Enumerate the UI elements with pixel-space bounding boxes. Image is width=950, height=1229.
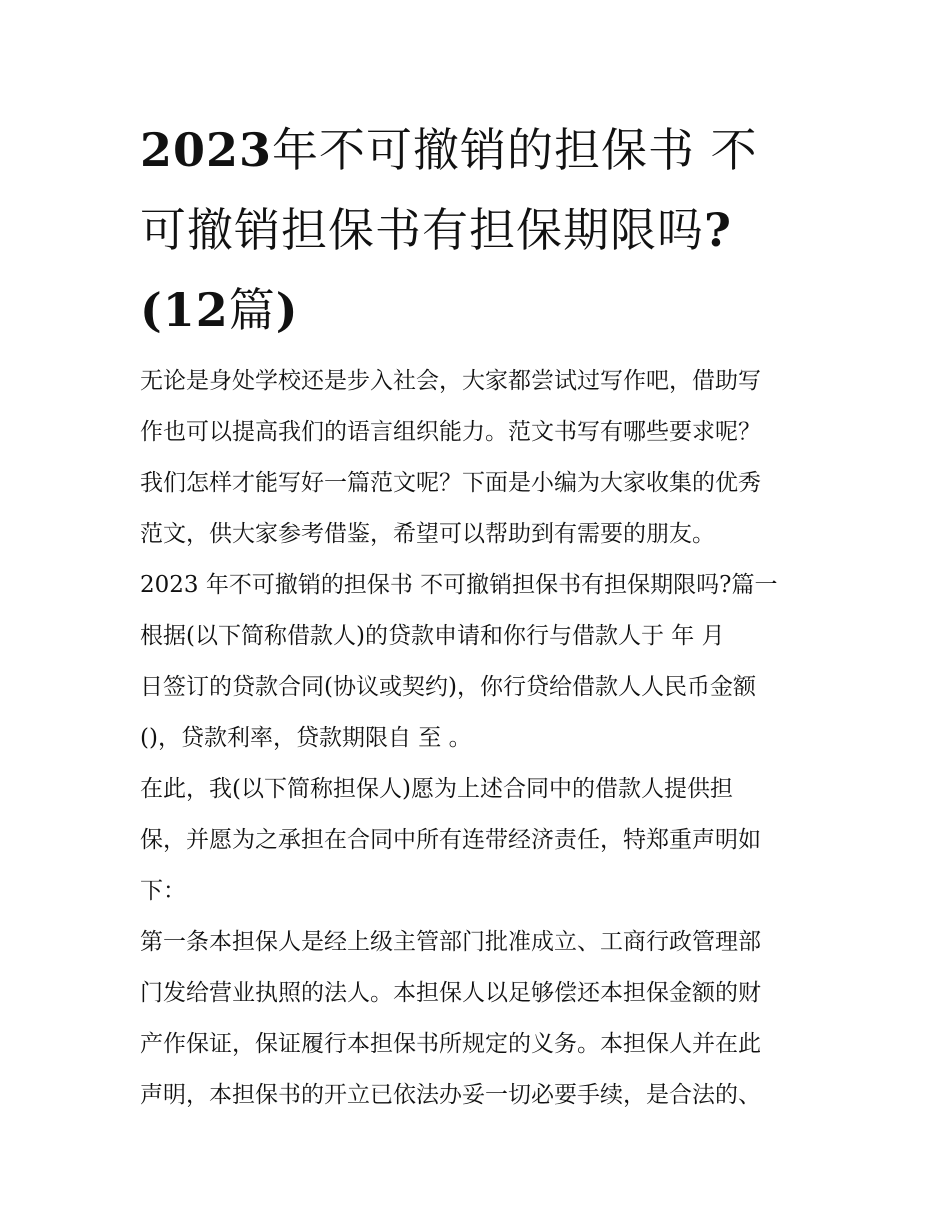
body-line: 2023 年不可撤销的担保书 不可撤销担保书有担保期限吗?篇一 <box>140 572 778 598</box>
body-line: 在此，我(以下简称担保人)愿为上述合同中的借款人提供担 <box>140 776 733 802</box>
body-line: 我们怎样才能写好一篇范文呢？下面是小编为大家收集的优秀 <box>140 470 761 496</box>
title-count-open: (12 <box>140 283 229 337</box>
title-count-close: ) <box>275 283 299 337</box>
title-year: 2023 <box>140 123 273 177</box>
title-line-2 <box>140 190 820 270</box>
body-line: 日签订的贷款合同(协议或契约)，你行贷给借款人人民币金额 <box>140 674 756 700</box>
document-title <box>140 110 820 350</box>
body-line: ()，贷款利率，贷款期限自 至 。 <box>140 725 472 751</box>
body-line: 下： <box>140 878 186 904</box>
body-line: 根据(以下简称借款人)的贷款申请和你行与借款人于 年 月 <box>140 623 725 649</box>
body-line: 无论是身处学校还是步入社会，大家都尝试过写作吧，借助写 <box>140 368 761 394</box>
document-body <box>140 356 820 1121</box>
body-line: 第一条本担保人是经上级主管部门批准成立、工商行政管理部 <box>140 929 761 955</box>
title-line-1-text: 年不可撤销的担保书 不 <box>272 123 758 177</box>
body-line: 范文，供大家参考借鉴，希望可以帮助到有需要的朋友。 <box>140 521 715 547</box>
title-line-1 <box>140 110 820 190</box>
document-page <box>140 110 820 1121</box>
title-question-mark: ? <box>704 203 732 257</box>
title-line-2-text: 可撤销担保书有担保期限吗 <box>140 203 704 257</box>
body-line: 声明，本担保书的开立已依法办妥一切必要手续，是合法的、 <box>140 1082 761 1108</box>
body-line: 作也可以提高我们的语言组织能力。范文书写有哪些要求呢？ <box>140 419 761 445</box>
title-count-unit: 篇 <box>228 283 276 337</box>
body-line: 保，并愿为之承担在合同中所有连带经济责任，特郑重声明如 <box>140 827 761 853</box>
body-line: 产作保证，保证履行本担保书所规定的义务。本担保人并在此 <box>140 1031 761 1057</box>
title-line-3 <box>140 270 820 350</box>
body-line: 门发给营业执照的法人。本担保人以足够偿还本担保金额的财 <box>140 980 761 1006</box>
